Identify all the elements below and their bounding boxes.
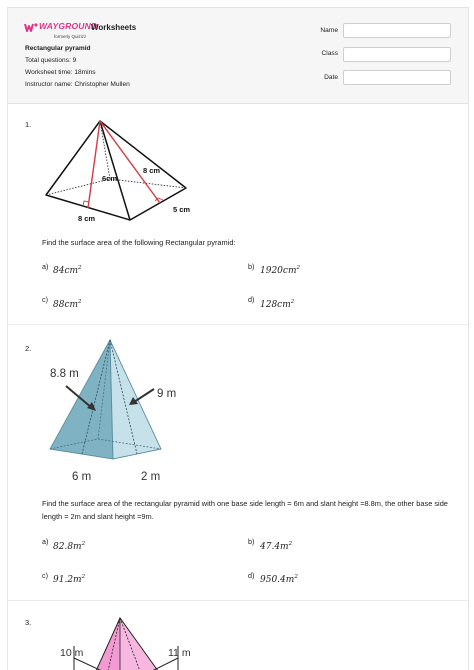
question-1-label-8cm-slant: 8 cm [143,166,161,175]
question-1-option-a-letter: a) [42,262,49,271]
question-1-label-6cm: 6cm [102,174,118,183]
question-separator [8,324,468,325]
logo-subtext: formerly Quizizz [54,34,87,39]
logo-mark-icon [24,22,38,32]
worksheet-page [7,7,469,670]
question-1-option-b[interactable]: $1920cm^2$ [260,265,300,276]
question-3-pyramid-figure [48,616,198,670]
logo-text: WAYGROUND [39,21,98,31]
worksheet-time: Worksheet time: 18mins [25,69,96,76]
worksheet-header [8,8,468,104]
question-2-label-9m: 9 m [157,388,177,400]
worksheet-name: Rectangular pyramid [25,45,91,52]
question-3-label-10m: 10 m [60,647,84,659]
class-field[interactable] [343,47,451,62]
question-2-label-6m: 6 m [72,471,92,480]
class-label: Class [321,50,338,57]
question-2-option-d[interactable]: $950.4m^2$ [260,574,298,585]
question-1-option-b-letter: b) [248,262,255,271]
question-2-text: Find the surface area of the rectangular pyramid with one base side length = 6m and slant height =8.8m, the other base side length = 2m and slant height =9m. [42,499,448,521]
question-2-number: 2. [25,344,32,353]
question-1-option-c-letter: c) [42,295,48,304]
name-label: Name [320,27,338,34]
question-1-text: Find the surface area of the following Rectangular pyramid: [42,238,236,247]
question-1-option-c[interactable]: $88cm^2$ [53,299,82,310]
question-2-option-b[interactable]: $47.4m^2$ [260,541,293,552]
question-1-label-8cm-base: 8 cm [78,214,96,223]
question-2-option-d-letter: d) [248,571,255,580]
question-2-option-c[interactable]: $91.2m^2$ [53,574,86,585]
question-2-option-b-letter: b) [248,537,255,546]
question-2-label-8.8m: 8.8 m [50,368,79,380]
question-2-option-a[interactable]: $82.8m^2$ [53,541,86,552]
question-2-option-c-letter: c) [42,571,48,580]
question-2-label-2m: 2 m [141,471,161,480]
date-field[interactable] [343,70,451,85]
question-2-option-a-letter: a) [42,537,49,546]
question-1-option-d-letter: d) [248,295,255,304]
question-1-option-d[interactable]: $128cm^2$ [260,299,295,310]
question-separator [8,600,468,601]
question-1-label-5cm: 5 cm [173,205,191,214]
question-1-pyramid-figure [38,118,198,228]
question-2-pyramid-figure [38,338,198,480]
date-label: Date [324,74,338,81]
name-field[interactable] [343,23,451,38]
app-title: Worksheets [91,23,137,32]
total-questions: Total questions: 9 [25,57,77,64]
question-1-option-a[interactable]: $84cm^2$ [53,265,82,276]
question-3-number: 3. [25,618,32,627]
question-3-label-11m: 11 m [168,647,191,659]
instructor-name: Instructor name: Christopher Mullen [25,81,130,88]
question-1-number: 1. [25,120,32,129]
